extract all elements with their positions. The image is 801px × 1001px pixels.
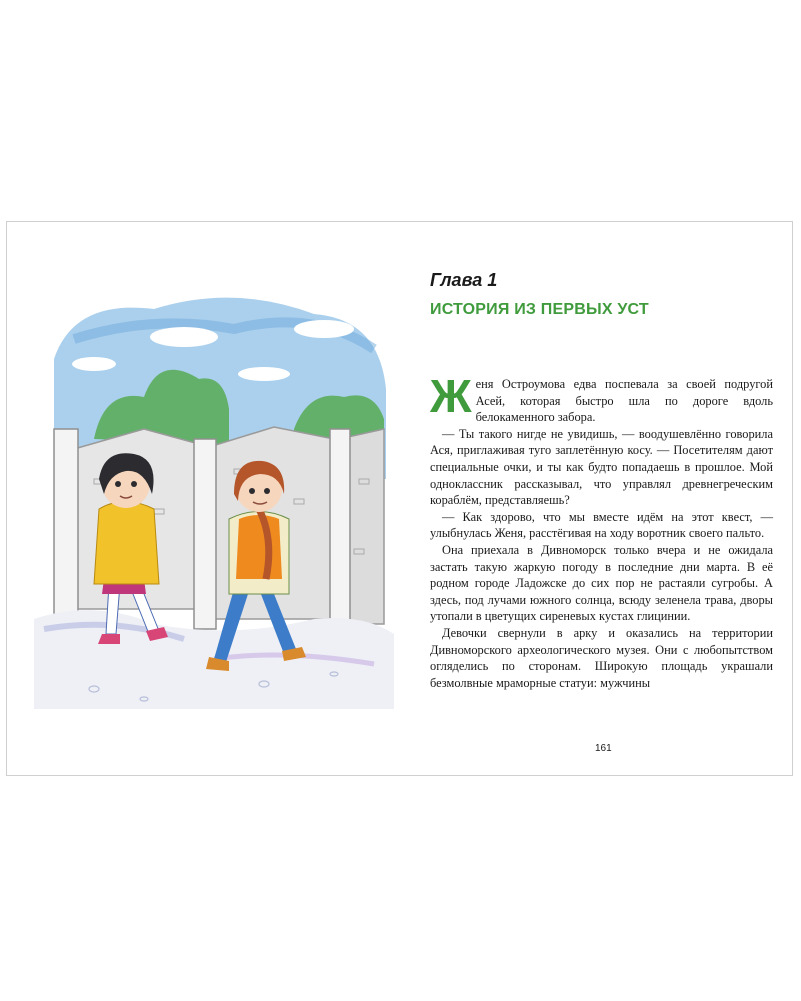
paragraph bbox=[430, 370, 773, 426]
chapter-title: ИСТОРИЯ ИЗ ПЕРВЫХ УСТ bbox=[430, 301, 649, 318]
chapter-label: Глава 1 bbox=[430, 270, 498, 290]
text-page bbox=[430, 270, 773, 691]
illustration-girls-walking bbox=[34, 279, 394, 709]
paragraph-text: еня Остроумова едва поспевала за своей подругой Асей, которая быстро шла по дороге вдоль белокаменного забора. bbox=[475, 377, 773, 425]
page-number: 161 bbox=[595, 743, 612, 754]
body-text bbox=[430, 370, 773, 691]
paragraph: — Ты такого нигде не увидишь, — воодушевлённо говорила Ася, приглаживая туго заплетённую косу. — Посетителям дают специальные очки, и ты как будто попадаешь в прошлое. Мой одноклассник рассказывал, что управлял древнегреческим кораблём, представляешь? bbox=[430, 426, 773, 508]
book-spread bbox=[6, 221, 793, 776]
drop-cap: Ж bbox=[430, 370, 472, 422]
paragraph: Девочки свернули в арку и оказались на территории Дивноморского археологического музея. Они с любопытством огляделись по сторонам. Широкую площадь украшали безмолвные мраморные статуи: мужчины bbox=[430, 625, 773, 690]
illustration bbox=[34, 279, 394, 709]
paragraph: — Как здорово, что мы вместе идём на этот квест, — улыбнулась Женя, расстёгивая на ходу воротник своего пальто. bbox=[430, 509, 773, 541]
paragraph: Она приехала в Дивноморск только вчера и не ожидала застать такую жаркую погоду в последние дни марта. В её родном городе Ладожске до сих пор не растаяли сугробы. А здесь, под лучами южного солнца, всюду зеленела трава, дворы утопали в цветущих сиреневых кустах глицинии. bbox=[430, 542, 773, 624]
